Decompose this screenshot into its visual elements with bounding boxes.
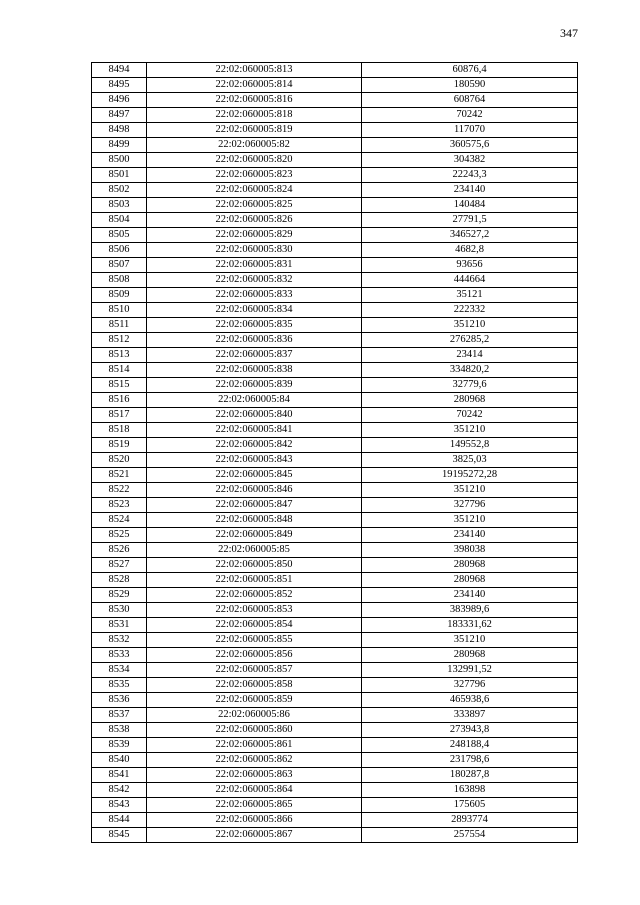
value-cell: 351210 [362,633,578,648]
cadastral-number-cell: 22:02:060005:825 [147,198,362,213]
table-row [92,138,578,153]
value-cell: 22243,3 [362,168,578,183]
table-row [92,768,578,783]
cadastral-number-cell: 22:02:060005:852 [147,588,362,603]
value-cell: 234140 [362,528,578,543]
table-row [92,543,578,558]
value-cell: 180287,8 [362,768,578,783]
table-row [92,678,578,693]
cadastral-number-cell: 22:02:060005:854 [147,618,362,633]
table-row [92,273,578,288]
value-cell: 351210 [362,513,578,528]
row-number-cell: 8541 [92,768,147,783]
row-number-cell: 8523 [92,498,147,513]
row-number-cell: 8511 [92,318,147,333]
table-row [92,378,578,393]
cadastral-number-cell: 22:02:060005:860 [147,723,362,738]
row-number-cell: 8529 [92,588,147,603]
table-row [92,813,578,828]
value-cell: 465938,6 [362,693,578,708]
value-cell: 234140 [362,588,578,603]
cadastral-number-cell: 22:02:060005:835 [147,318,362,333]
value-cell: 175605 [362,798,578,813]
value-cell: 140484 [362,198,578,213]
cadastral-number-cell: 22:02:060005:843 [147,453,362,468]
value-cell: 334820,2 [362,363,578,378]
value-cell: 23414 [362,348,578,363]
table-row [92,183,578,198]
table-row [92,408,578,423]
row-number-cell: 8537 [92,708,147,723]
row-number-cell: 8528 [92,573,147,588]
table-row [92,423,578,438]
cadastral-number-cell: 22:02:060005:847 [147,498,362,513]
row-number-cell: 8531 [92,618,147,633]
cadastral-number-cell: 22:02:060005:84 [147,393,362,408]
cadastral-number-cell: 22:02:060005:856 [147,648,362,663]
cadastral-number-cell: 22:02:060005:830 [147,243,362,258]
table-row [92,648,578,663]
table-row [92,693,578,708]
value-cell: 32779,6 [362,378,578,393]
value-cell: 383989,6 [362,603,578,618]
value-cell: 231798,6 [362,753,578,768]
row-number-cell: 8519 [92,438,147,453]
cadastral-number-cell: 22:02:060005:829 [147,228,362,243]
value-cell: 27791,5 [362,213,578,228]
cadastral-number-cell: 22:02:060005:848 [147,513,362,528]
value-cell: 132991,52 [362,663,578,678]
table-row [92,738,578,753]
row-number-cell: 8506 [92,243,147,258]
cadastral-number-cell: 22:02:060005:846 [147,483,362,498]
table-row [92,78,578,93]
value-cell: 70242 [362,408,578,423]
value-cell: 276285,2 [362,333,578,348]
row-number-cell: 8495 [92,78,147,93]
table-row [92,348,578,363]
cadastral-number-cell: 22:02:060005:837 [147,348,362,363]
cadastral-number-cell: 22:02:060005:836 [147,333,362,348]
cadastral-number-cell: 22:02:060005:832 [147,273,362,288]
row-number-cell: 8504 [92,213,147,228]
table-row [92,663,578,678]
row-number-cell: 8536 [92,693,147,708]
cadastral-number-cell: 22:02:060005:838 [147,363,362,378]
row-number-cell: 8515 [92,378,147,393]
table-row [92,513,578,528]
table-row [92,828,578,843]
cadastral-number-cell: 22:02:060005:839 [147,378,362,393]
cadastral-number-cell: 22:02:060005:816 [147,93,362,108]
table-row [92,108,578,123]
table-row [92,123,578,138]
cadastral-value-table [91,62,578,843]
cadastral-number-cell: 22:02:060005:813 [147,63,362,78]
value-cell: 19195272,28 [362,468,578,483]
row-number-cell: 8501 [92,168,147,183]
table-row [92,723,578,738]
cadastral-number-cell: 22:02:060005:85 [147,543,362,558]
table-row [92,213,578,228]
value-cell: 183331,62 [362,618,578,633]
cadastral-number-cell: 22:02:060005:853 [147,603,362,618]
value-cell: 608764 [362,93,578,108]
table-row [92,468,578,483]
value-cell: 248188,4 [362,738,578,753]
row-number-cell: 8527 [92,558,147,573]
value-cell: 234140 [362,183,578,198]
table-row [92,603,578,618]
value-cell: 4682,8 [362,243,578,258]
row-number-cell: 8518 [92,423,147,438]
value-cell: 280968 [362,558,578,573]
cadastral-number-cell: 22:02:060005:819 [147,123,362,138]
value-cell: 327796 [362,678,578,693]
value-cell: 333897 [362,708,578,723]
cadastral-number-cell: 22:02:060005:864 [147,783,362,798]
row-number-cell: 8538 [92,723,147,738]
cadastral-number-cell: 22:02:060005:849 [147,528,362,543]
cadastral-number-cell: 22:02:060005:862 [147,753,362,768]
value-cell: 163898 [362,783,578,798]
table-row [92,153,578,168]
row-number-cell: 8502 [92,183,147,198]
cadastral-number-cell: 22:02:060005:858 [147,678,362,693]
value-cell: 70242 [362,108,578,123]
row-number-cell: 8514 [92,363,147,378]
row-number-cell: 8505 [92,228,147,243]
row-number-cell: 8516 [92,393,147,408]
value-cell: 35121 [362,288,578,303]
cadastral-number-cell: 22:02:060005:831 [147,258,362,273]
table-row [92,393,578,408]
table-row [92,438,578,453]
value-cell: 360575,6 [362,138,578,153]
table-row [92,498,578,513]
row-number-cell: 8508 [92,273,147,288]
cadastral-number-cell: 22:02:060005:850 [147,558,362,573]
table-row [92,303,578,318]
row-number-cell: 8534 [92,663,147,678]
row-number-cell: 8540 [92,753,147,768]
cadastral-number-cell: 22:02:060005:818 [147,108,362,123]
cadastral-number-cell: 22:02:060005:842 [147,438,362,453]
cadastral-number-cell: 22:02:060005:840 [147,408,362,423]
row-number-cell: 8497 [92,108,147,123]
cadastral-number-cell: 22:02:060005:867 [147,828,362,843]
row-number-cell: 8521 [92,468,147,483]
table-body [92,63,578,843]
value-cell: 304382 [362,153,578,168]
cadastral-number-cell: 22:02:060005:845 [147,468,362,483]
value-cell: 351210 [362,318,578,333]
row-number-cell: 8507 [92,258,147,273]
value-cell: 398038 [362,543,578,558]
cadastral-number-cell: 22:02:060005:851 [147,573,362,588]
row-number-cell: 8496 [92,93,147,108]
cadastral-number-cell: 22:02:060005:866 [147,813,362,828]
cadastral-number-cell: 22:02:060005:865 [147,798,362,813]
cadastral-number-cell: 22:02:060005:823 [147,168,362,183]
table-row [92,588,578,603]
row-number-cell: 8513 [92,348,147,363]
cadastral-number-cell: 22:02:060005:824 [147,183,362,198]
row-number-cell: 8532 [92,633,147,648]
row-number-cell: 8539 [92,738,147,753]
table-row [92,798,578,813]
row-number-cell: 8499 [92,138,147,153]
value-cell: 346527,2 [362,228,578,243]
cadastral-number-cell: 22:02:060005:82 [147,138,362,153]
row-number-cell: 8543 [92,798,147,813]
page-number: 347 [560,26,578,40]
table-row [92,228,578,243]
value-cell: 327796 [362,498,578,513]
value-cell: 273943,8 [362,723,578,738]
value-cell: 3825,03 [362,453,578,468]
value-cell: 280968 [362,648,578,663]
table-row [92,288,578,303]
row-number-cell: 8530 [92,603,147,618]
cadastral-number-cell: 22:02:060005:841 [147,423,362,438]
value-cell: 351210 [362,483,578,498]
value-cell: 444664 [362,273,578,288]
value-cell: 93656 [362,258,578,273]
row-number-cell: 8535 [92,678,147,693]
table-row [92,243,578,258]
table-row [92,528,578,543]
row-number-cell: 8526 [92,543,147,558]
row-number-cell: 8522 [92,483,147,498]
table-row [92,168,578,183]
table-row [92,633,578,648]
cadastral-number-cell: 22:02:060005:820 [147,153,362,168]
cadastral-number-cell: 22:02:060005:863 [147,768,362,783]
row-number-cell: 8542 [92,783,147,798]
value-cell: 60876,4 [362,63,578,78]
cadastral-number-cell: 22:02:060005:859 [147,693,362,708]
table-row [92,363,578,378]
cadastral-number-cell: 22:02:060005:814 [147,78,362,93]
row-number-cell: 8524 [92,513,147,528]
table-row [92,453,578,468]
table-row [92,93,578,108]
table-row [92,708,578,723]
value-cell: 257554 [362,828,578,843]
value-cell: 280968 [362,573,578,588]
value-cell: 2893774 [362,813,578,828]
table-row [92,258,578,273]
table-row [92,483,578,498]
row-number-cell: 8517 [92,408,147,423]
row-number-cell: 8509 [92,288,147,303]
cadastral-number-cell: 22:02:060005:826 [147,213,362,228]
row-number-cell: 8544 [92,813,147,828]
cadastral-number-cell: 22:02:060005:855 [147,633,362,648]
row-number-cell: 8525 [92,528,147,543]
table-row [92,558,578,573]
row-number-cell: 8545 [92,828,147,843]
table-row [92,63,578,78]
row-number-cell: 8494 [92,63,147,78]
table-row [92,618,578,633]
row-number-cell: 8510 [92,303,147,318]
row-number-cell: 8503 [92,198,147,213]
value-cell: 351210 [362,423,578,438]
row-number-cell: 8498 [92,123,147,138]
row-number-cell: 8500 [92,153,147,168]
cadastral-number-cell: 22:02:060005:834 [147,303,362,318]
table-row [92,318,578,333]
value-cell: 280968 [362,393,578,408]
value-cell: 149552,8 [362,438,578,453]
cadastral-number-cell: 22:02:060005:861 [147,738,362,753]
cadastral-number-cell: 22:02:060005:833 [147,288,362,303]
row-number-cell: 8512 [92,333,147,348]
value-cell: 222332 [362,303,578,318]
row-number-cell: 8533 [92,648,147,663]
value-cell: 180590 [362,78,578,93]
cadastral-number-cell: 22:02:060005:857 [147,663,362,678]
table-row [92,753,578,768]
table-row [92,783,578,798]
table-row [92,198,578,213]
table-row [92,573,578,588]
value-cell: 117070 [362,123,578,138]
table-row [92,333,578,348]
cadastral-number-cell: 22:02:060005:86 [147,708,362,723]
row-number-cell: 8520 [92,453,147,468]
